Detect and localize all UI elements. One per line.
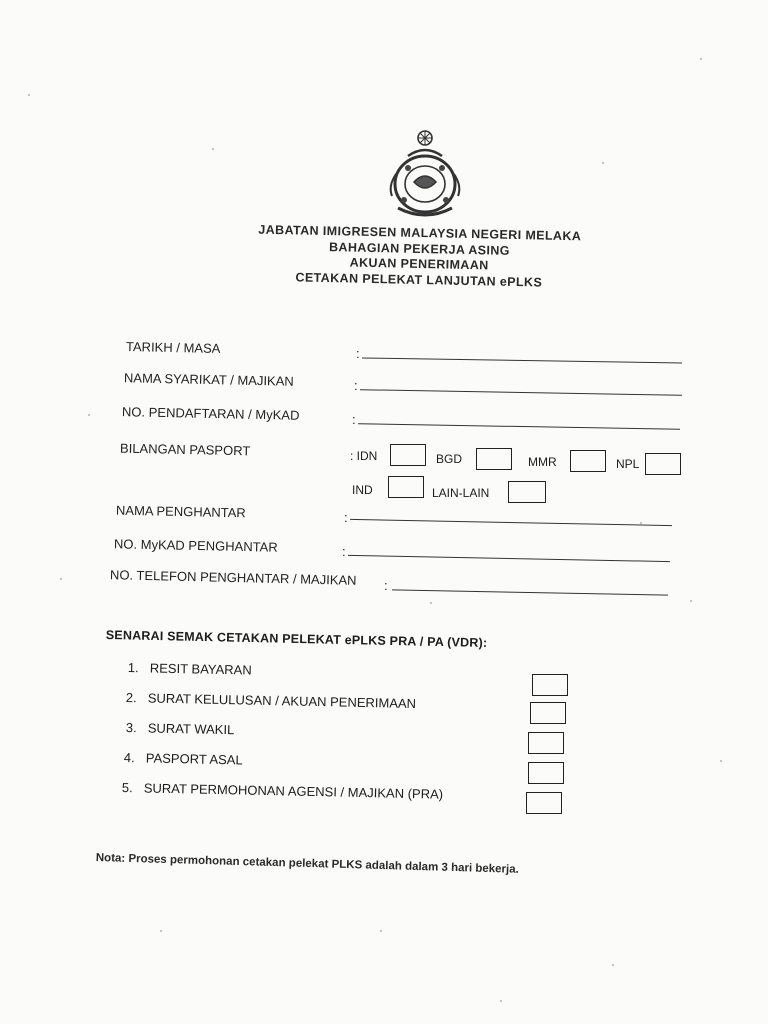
no-mykad-penghantar-field-line[interactable] (348, 555, 670, 562)
scan-speck (612, 964, 614, 966)
item-number: 2. (125, 690, 137, 706)
option-ind-label: IND (352, 483, 373, 497)
document-header (229, 222, 610, 292)
header-title: AKUAN PENERIMAAN (349, 255, 489, 273)
tarikh-field-line[interactable] (362, 357, 682, 363)
scan-speck (160, 930, 162, 932)
colon: : (356, 346, 360, 361)
scan-speck (88, 414, 90, 416)
checklist-item (124, 750, 243, 767)
scan-speck (602, 162, 604, 164)
bgd-checkbox[interactable] (476, 448, 512, 470)
colon: : (344, 510, 348, 525)
checklist-title: SENARAI SEMAK CETAKAN PELEKAT ePLKS PRA / PA (VDR): (105, 628, 488, 650)
checklist-item (126, 690, 417, 711)
ind-checkbox[interactable] (388, 476, 424, 498)
scan-speck (690, 600, 692, 602)
header-division: BAHAGIAN PEKERJA ASING (328, 239, 511, 258)
colon: : (352, 412, 356, 427)
option-npl-label: NPL (616, 457, 640, 471)
item-number: 1. (127, 660, 139, 676)
scan-speck (430, 602, 432, 604)
checklist-item (122, 780, 444, 802)
option-bgd-label: BGD (436, 452, 463, 466)
item-number: 3. (125, 720, 137, 736)
lain-lain-checkbox[interactable] (508, 481, 546, 503)
label-nama-syarikat: NAMA SYARIKAT / MAJIKAN (123, 370, 294, 389)
label-no-pendaftaran: NO. PENDAFTARAN / MyKAD (121, 404, 300, 423)
scan-speck (500, 1000, 502, 1002)
item-number: 4. (123, 750, 135, 766)
item-label: SURAT PERMOHONAN AGENSI / MAJIKAN (PRA) (143, 780, 444, 802)
option-mmr-label: MMR (528, 455, 557, 469)
item-label: SURAT KELULUSAN / AKUAN PENERIMAAN (147, 690, 417, 712)
scan-speck (60, 578, 62, 580)
processing-note: Nota: Proses permohonan cetakan pelekat PLKS adalah dalam 3 hari bekerja. (95, 852, 519, 876)
item-label: RESIT BAYARAN (149, 660, 252, 678)
option-idn-label: : IDN (350, 449, 378, 463)
checklist-item (128, 660, 252, 678)
scan-speck (212, 148, 214, 150)
npl-checkbox[interactable] (645, 453, 681, 475)
scan-speck (700, 58, 702, 60)
item-label: PASPORT ASAL (145, 750, 243, 768)
no-pendaftaran-field-line[interactable] (358, 423, 680, 430)
scan-speck (380, 930, 382, 932)
colon: : (342, 544, 346, 559)
resit-bayaran-checkbox[interactable] (532, 674, 568, 696)
pasport-asal-checkbox[interactable] (528, 762, 564, 784)
surat-permohonan-checkbox[interactable] (526, 792, 562, 814)
header-subtitle: CETAKAN PELEKAT LANJUTAN ePLKS (295, 269, 543, 290)
colon: : (384, 578, 388, 593)
label-bilangan-pasport: BILANGAN PASPORT (119, 440, 251, 459)
scan-speck (720, 760, 722, 762)
scan-speck (28, 94, 30, 96)
checklist-item (126, 720, 235, 737)
idn-checkbox[interactable] (390, 444, 426, 466)
immigration-crest-logo (378, 126, 472, 226)
label-tarikh: TARIKH / MASA (125, 339, 221, 356)
colon: : (354, 378, 358, 393)
no-telefon-field-line[interactable] (392, 589, 668, 595)
option-lain-label: LAIN-LAIN (432, 486, 490, 500)
surat-kelulusan-checkbox[interactable] (530, 702, 566, 724)
header-department: JABATAN IMIGRESEN MALAYSIA NEGERI MELAKA (258, 222, 582, 244)
surat-wakil-checkbox[interactable] (528, 732, 564, 754)
label-nama-penghantar: NAMA PENGHANTAR (115, 502, 246, 521)
nama-penghantar-field-line[interactable] (350, 519, 672, 526)
label-no-telefon: NO. TELEFON PENGHANTAR / MAJIKAN (109, 567, 357, 588)
item-number: 5. (121, 780, 133, 796)
label-no-mykad-penghantar: NO. MyKAD PENGHANTAR (113, 536, 278, 555)
mmr-checkbox[interactable] (570, 450, 606, 472)
nama-syarikat-field-line[interactable] (360, 389, 682, 396)
item-label: SURAT WAKIL (147, 720, 235, 738)
